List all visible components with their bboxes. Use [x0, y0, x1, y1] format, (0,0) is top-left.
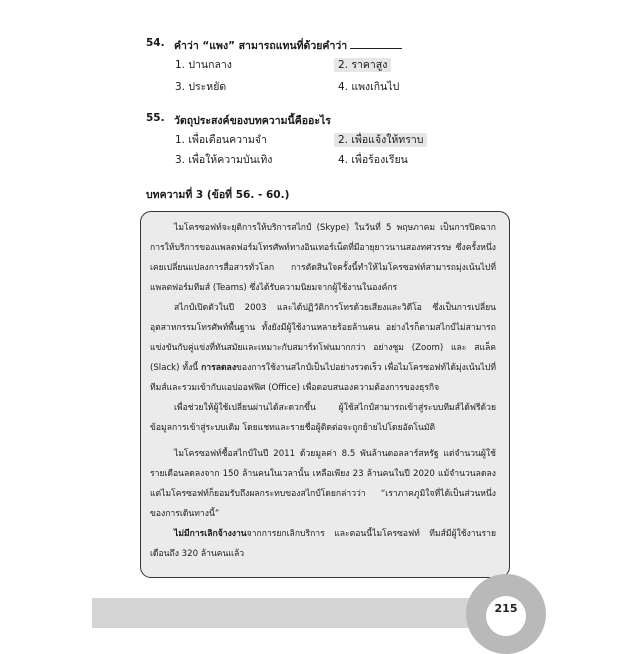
article-heading: บทความที่ 3 (ข้อที่ 56. - 60.) [146, 189, 290, 201]
option-55-1: 1. เพื่อเตือนความจำ [175, 134, 267, 146]
article-paragraph-4: ไมโครซอฟท์ซื้อสไกป์ในปี 2011 ด้วยมูลค่า 8.5 พันล้านดอลลาร์สหรัฐ แต่จำนวนผู้ใช้รายเดือนลดลงจาก 150 ล้านคนในเวลานั้น เหลือเพียง 23 ล้านคนในปี 2020 แม้จำนวนลดลงแต่ไมโครซอฟท์ก็ยอมรับถึงผลกระทบของสไกป์โดยกล่าวว่า “เราภาคภูมิใจที่ได้เป็นส่วนหนึ่งของการเดินทางนี้” [150, 449, 496, 519]
option-54-4: 4. แพงเกินไป [338, 81, 400, 93]
question-prompt: คำว่า “แพง” สามารถแทนที่ด้วยคำว่า [174, 37, 402, 54]
question-number: 55. [146, 112, 165, 124]
emphasis-text: ไม่มีการเลิกจ้างงาน [174, 529, 247, 539]
option-55-2-highlighted: 2. เพื่อแจ้งให้ทราบ [334, 131, 427, 148]
article-paragraph-1: ไมโครซอฟท์จะยุติการให้บริการสไกป์ (Skype) ในวันที่ 5 พฤษภาคม เป็นการปิดฉากการให้บริการของแพลตฟอร์มโทรศัพท์ทางอินเทอร์เน็ตที่มีอายุยาวนานสองทศวรรษ ซึ่งครั้งหนึ่งเคยเปลี่ยนแปลงการสื่อสารทั่วโลก การตัดสินใจครั้งนี้ทำให้ไมโครซอฟท์สามารถมุ่งเน้นไปที่แพลตฟอร์มทีมส์ (Teams) ซึ่งได้รับความนิยมจากผู้ใช้งานในองค์กร [150, 223, 496, 293]
option-54-1: 1. ปานกลาง [175, 59, 232, 71]
question-prompt: วัตถุประสงค์ของบทความนี้คืออะไร [174, 115, 331, 127]
page-number: 215 [494, 602, 518, 615]
option-55-3: 3. เพื่อให้ความบันเทิง [175, 154, 273, 166]
article-paragraph-3: เพื่อช่วยให้ผู้ใช้เปลี่ยนผ่านได้สะดวกขึ้น ผู้ใช้สไกป์สามารถเข้าสู่ระบบทีมส์ได้ฟรีด้วยข้อมูลการเข้าสู่ระบบเดิม โดยแชทและรายชื่อผู้ติดต่อจะถูกย้ายไปโดยอัตโนมัติ [150, 403, 496, 433]
article-paragraph-2: สไกป์เปิดตัวในปี 2003 และได้ปฏิวัติการโทรด้วยเสียงและวิดีโอ ซึ่งเป็นการเปลี่ยนอุตสาหกรรมโทรศัพท์พื้นฐาน ทั้งยังมีผู้ใช้งานหลายร้อยล้านคน อย่างไรก็ตามสไกป์ไม่สามารถแข่งขันกับคู่แข่งที่ทันสมัยและเหมาะกับสมาร์ทโฟนมากกว่า อย่างซูม (Zoom) และ สแล็ค (Slack) ทั้งนี้ การลดลงของการใช้งานสไกป์เป็นไปอย่างรวดเร็ว เพื่อไมโครซอฟท์ได้มุ่งเน้นไปที่ทีมส์และรวมเข้ากับแอปออฟฟิศ (Office) เพื่อตอบสนองความต้องการของธุรกิจ [150, 303, 496, 393]
answer-blank [350, 48, 402, 49]
option-55-4: 4. เพื่อร้องเรียน [338, 154, 408, 166]
question-number: 54. [146, 37, 165, 49]
emphasis-text: การลดลง [201, 363, 237, 373]
option-54-2-highlighted: 2. ราคาสูง [334, 56, 391, 73]
article-paragraph-5: ไม่มีการเลิกจ้างงานจากการยกเลิกบริการ และตอนนี้ไมโครซอฟท์ ทีมส์มีผู้ใช้งานรายเดือนถึง 320 ล้านคนแล้ว [150, 529, 496, 559]
option-54-3: 3. ประหยัด [175, 81, 227, 93]
